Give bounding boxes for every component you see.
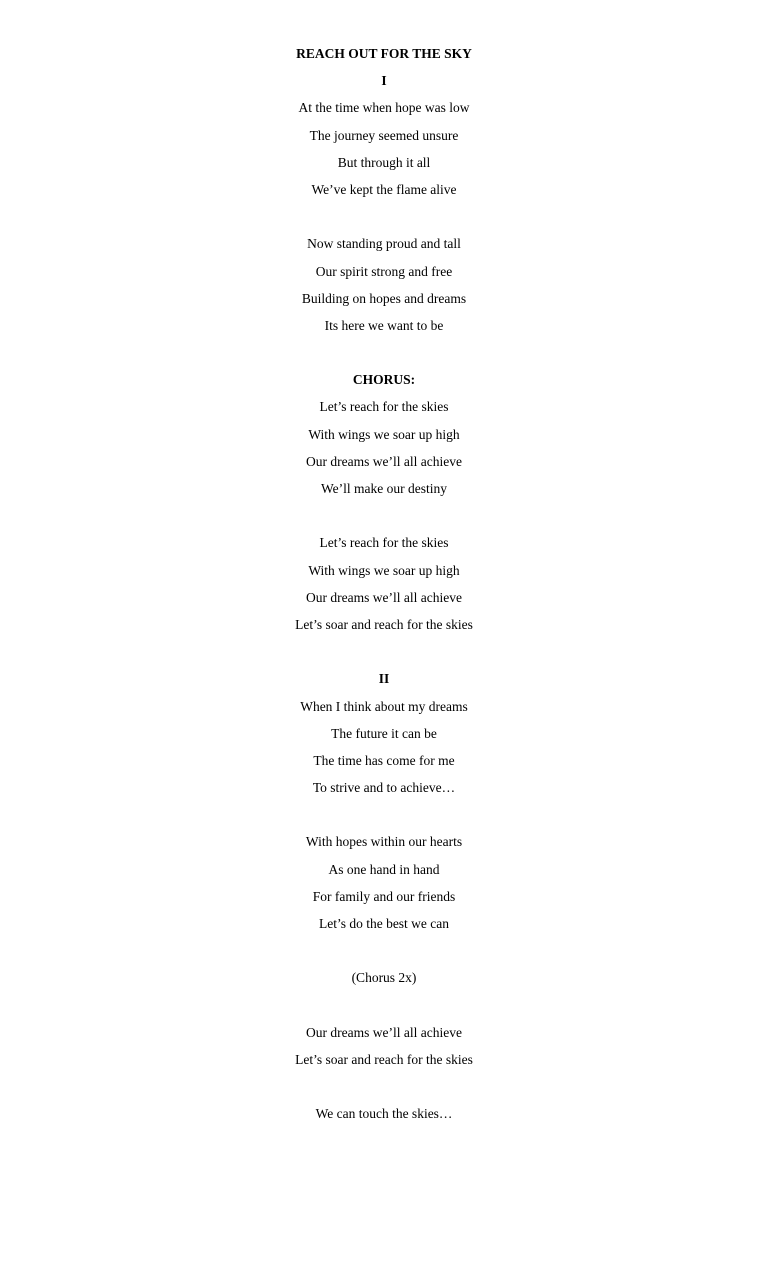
lyric-line: Our spirit strong and free — [315, 263, 453, 279]
lyric-line: For family and our friends — [312, 888, 456, 904]
lyric-line: When I think about my dreams — [300, 698, 468, 714]
lyric-line: Let’s soar and reach for the skies — [295, 616, 473, 632]
verse-2-numeral: II — [378, 671, 390, 687]
lyric-line: But through it all — [337, 154, 431, 170]
lyric-line: Our dreams we’ll all achieve — [306, 453, 462, 469]
song-title: REACH OUT FOR THE SKY — [296, 46, 472, 61]
stanza-gap — [284, 937, 484, 964]
lyric-line: With wings we soar up high — [308, 562, 460, 578]
lyric-line: Building on hopes and dreams — [301, 290, 467, 306]
lyric-line: The journey seemed unsure — [309, 127, 459, 143]
stanza-gap — [284, 339, 484, 366]
stanza-gap — [284, 502, 484, 529]
lyric-line: With wings we soar up high — [308, 426, 460, 442]
lyric-line: Its here we want to be — [324, 317, 444, 333]
lyric-line: Let’s soar and reach for the skies — [295, 1051, 473, 1067]
stanza-gap — [284, 203, 484, 230]
final-line: We can touch the skies… — [315, 1106, 453, 1122]
stanza-gap — [284, 1073, 484, 1100]
lyric-line: The time has come for me — [313, 752, 455, 768]
stanza-gap — [284, 992, 484, 1019]
lyric-line: As one hand in hand — [328, 861, 440, 877]
chorus-heading: CHORUS: — [352, 372, 416, 388]
lyric-line: At the time when hope was low — [298, 100, 470, 116]
chorus-repeat-note: (Chorus 2x) — [351, 970, 417, 986]
verse-1-numeral: I — [381, 73, 387, 89]
lyric-line: We’ve kept the flame alive — [311, 181, 457, 197]
lyric-line: Let’s reach for the skies — [319, 535, 449, 551]
stanza-gap — [284, 801, 484, 828]
lyric-line: Now standing proud and tall — [307, 236, 461, 252]
lyric-line: With hopes within our hearts — [305, 834, 463, 850]
lyric-line: To strive and to achieve… — [312, 780, 456, 796]
lyric-line: Our dreams we’ll all achieve — [306, 1024, 462, 1040]
stanza-gap — [284, 638, 484, 665]
song-lyrics — [284, 40, 484, 1128]
lyric-line: Let’s do the best we can — [318, 916, 450, 931]
lyric-line: The future it can be — [331, 725, 437, 741]
lyric-line: We’ll make our destiny — [320, 481, 447, 496]
lyric-line: Our dreams we’ll all achieve — [306, 589, 462, 605]
lyric-line: Let’s reach for the skies — [319, 399, 449, 415]
